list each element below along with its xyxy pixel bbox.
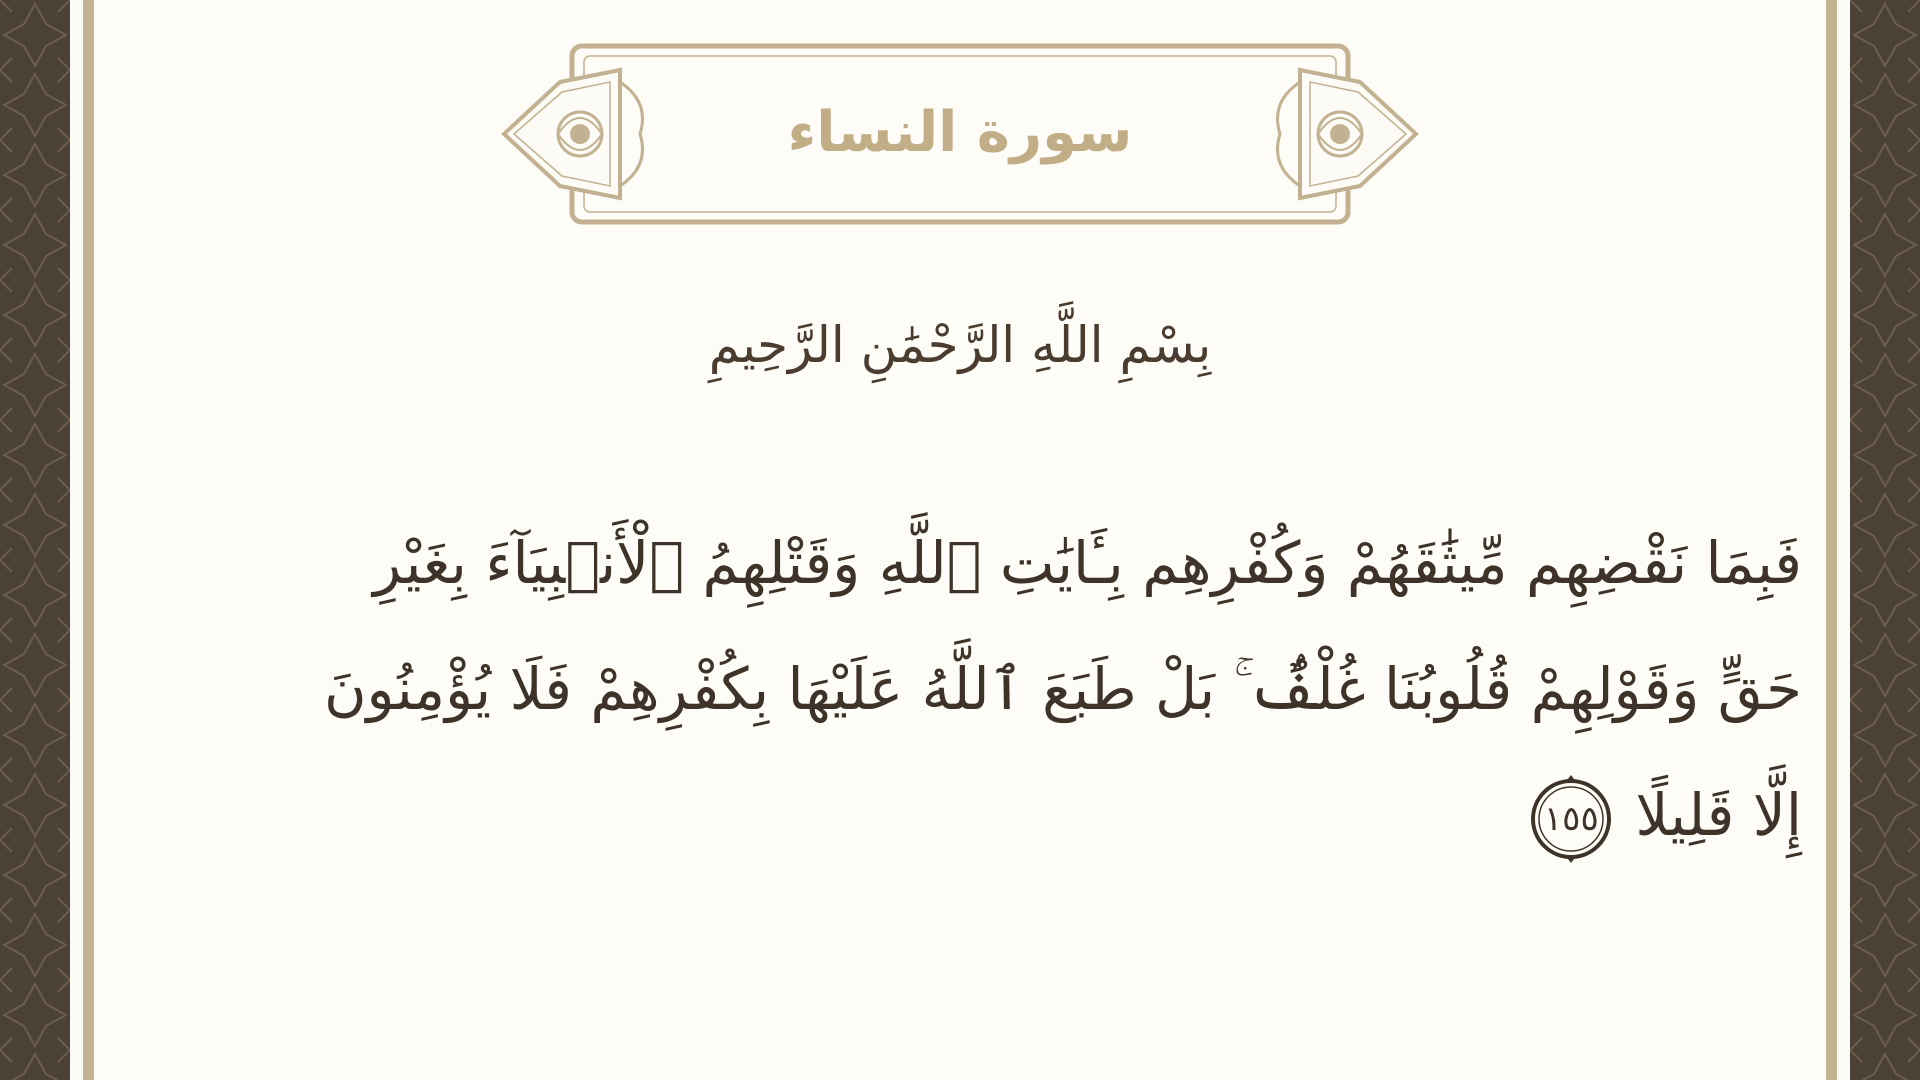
basmala: بِسْمِ اللَّهِ الرَّحْمَٰنِ الرَّحِيمِ (708, 316, 1212, 374)
verse-line-3 (230, 752, 1802, 878)
verse-line-2 (230, 626, 1802, 752)
verse-line-2-text: حَقٍّ وَقَوْلِهِمْ قُلُوبُنَا غُلْفٌۢ ۚ بَلْ طَبَعَ ٱللَّهُ عَلَيْهَا بِكُفْرِهِمْ فَلَا يُؤْمِنُونَ (323, 655, 1802, 723)
left-gold-rule (83, 0, 94, 1080)
surah-header-banner (500, 42, 1420, 226)
right-gold-rule (1826, 0, 1837, 1080)
surah-title: سورة النساء (787, 100, 1133, 165)
ayah-end-marker (1525, 773, 1617, 865)
verse-line-3-text: إِلَّا قَلِيلًا (1635, 781, 1802, 849)
right-ornamental-border (1850, 0, 1920, 1080)
ayah-number: ١٥٥ (1543, 798, 1599, 839)
verse-text (230, 500, 1802, 878)
left-ornamental-border (0, 0, 70, 1080)
verse-line-1 (230, 500, 1802, 626)
verse-line-1-text: فَبِمَا نَقْضِهِم مِّيثَٰقَهُمْ وَكُفْرِهِم بِـَٔايَٰتِ ٱللَّهِ وَقَتْلِهِمُ ٱلْأَنۢبِيَآءَ بِغَيْرِ (373, 529, 1802, 597)
